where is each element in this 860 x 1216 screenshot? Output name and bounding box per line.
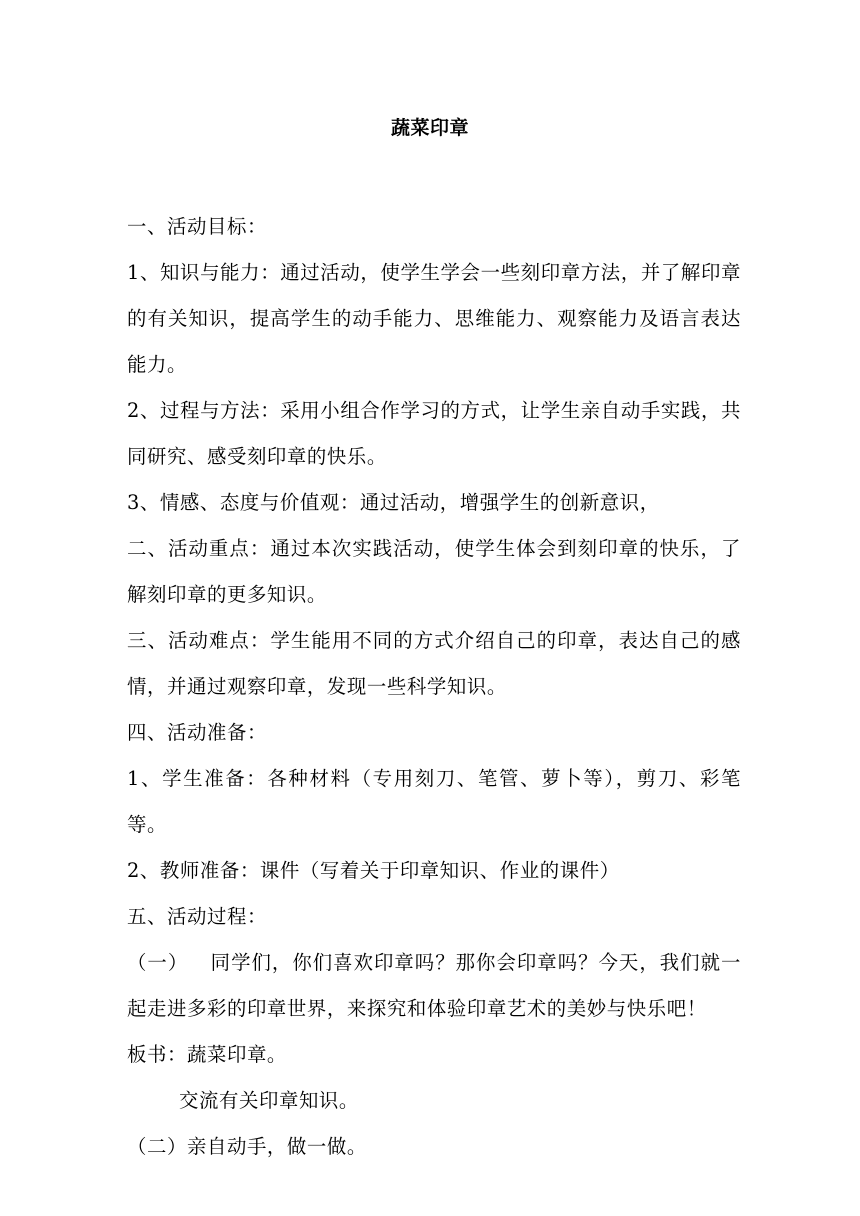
process-step-one (127, 940, 741, 1032)
process-step-two: （二）亲自动手，做一做。 (127, 1135, 367, 1158)
prep-teacher: 2、教师准备：课件（写着关于印章知识、作业的课件） (127, 859, 620, 882)
goal-emotion-attitude: 3、情感、态度与价值观：通过活动，增强学生的创新意识， (127, 491, 660, 514)
section-heading-process: 五、活动过程： (127, 905, 267, 928)
section-key-points: 二、活动重点：通过本次实践活动，使学生体会到刻印章的快乐，了解刻印章的更多知识。 (127, 537, 741, 606)
section-heading-preparation: 四、活动准备： (127, 721, 267, 744)
blackboard-note: 板书：蔬菜印章。 (127, 1043, 287, 1066)
goal-knowledge-ability: 1、知识与能力：通过活动，使学生学会一些刻印章方法，并了解印章的有关知识，提高学生的动手能力、思维能力、观察能力及语言表达能力。 (127, 261, 741, 376)
exchange-knowledge: 交流有关印章知识。 (179, 1089, 359, 1112)
step-one-marker: （一） (127, 951, 189, 974)
step-one-text: 同学们，你们喜欢印章吗？那你会印章吗？今天，我们就一起走进多彩的印章世界，来探究和体验印章艺术的美妙与快乐吧！ (127, 951, 741, 1020)
goal-process-method: 2、过程与方法：采用小组合作学习的方式，让学生亲自动手实践，共同研究、感受刻印章的快乐。 (127, 399, 741, 468)
section-heading-goals: 一、活动目标： (127, 215, 267, 238)
prep-students: 1、学生准备：各种材料（专用刻刀、笔管、萝卜等），剪刀、彩笔等。 (127, 767, 741, 836)
document-title: 蔬菜印章 (390, 117, 469, 139)
document-body (127, 204, 741, 1170)
section-difficulties: 三、活动难点：学生能用不同的方式介绍自己的印章，表达自己的感情，并通过观察印章，发现一些科学知识。 (127, 629, 741, 698)
